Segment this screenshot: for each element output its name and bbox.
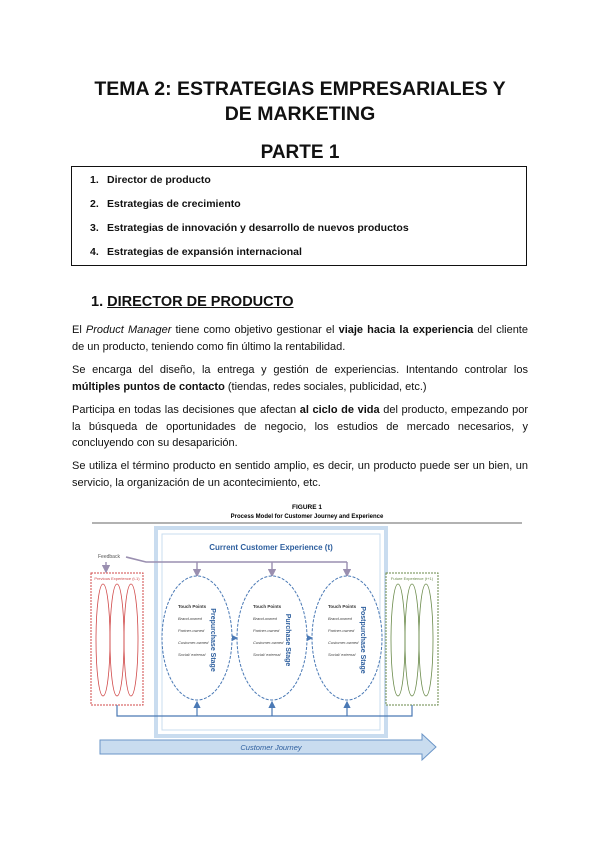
paragraph-product-definition: Se utiliza el término producto en sentido amplio, es decir, un producto puede ser un bien, un servicio, la organización de un acontecimiento, etc.	[72, 460, 528, 489]
toc-item-number: 4.	[90, 246, 99, 258]
stage-label: Postpurchase Stage	[359, 606, 366, 674]
current-experience-title: Current Customer Experience (t)	[209, 543, 333, 552]
text-run: del producto, empezando por la búsqueda de oportunidades de negocio, los estudios de mercado necesarios, y concluyendo con su desaparición.	[72, 404, 528, 449]
text-run-italic: Product Manager	[85, 324, 172, 336]
touch-item: Brand-owned	[328, 616, 352, 621]
touch-item: Partner-owned	[253, 628, 280, 633]
text-run: del cliente de un producto, teniendo como fin último la rentabilidad.	[72, 324, 528, 353]
stage-purchase	[237, 576, 307, 700]
toc-item	[90, 198, 241, 210]
section-heading-text: DIRECTOR DE PRODUCTO	[107, 294, 294, 310]
customer-journey-figure	[86, 500, 528, 772]
toc-item	[90, 174, 211, 186]
paragraph-experiences	[72, 362, 528, 395]
document-title-line2: DE MARKETING	[224, 103, 376, 125]
touch-points-label: Touch Points	[253, 604, 282, 609]
stage-prepurchase	[162, 576, 232, 700]
toc-item-label: Director de producto	[107, 174, 211, 186]
toc-item-label: Estrategias de crecimiento	[107, 198, 241, 210]
section-heading	[91, 294, 294, 310]
stage-postpurchase	[312, 576, 382, 700]
stage-ellipse	[237, 576, 307, 700]
touch-item: Social/ external	[253, 652, 281, 657]
text-run: tiene como objetivo gestionar el	[171, 324, 339, 336]
stage-ellipse	[312, 576, 382, 700]
paragraph-lifecycle	[72, 402, 528, 452]
touch-points-label: Touch Points	[328, 604, 357, 609]
text-run: (tiendas, redes sociales, publicidad, etc.)	[224, 380, 427, 393]
touch-item: Social/ external	[328, 652, 356, 657]
figure-caption: Process Model for Customer Journey and Experience	[230, 514, 384, 520]
touch-item: Brand-owned	[253, 616, 277, 621]
figure-label: FIGURE 1	[292, 504, 322, 511]
text-run-bold: múltiples puntos de contacto	[72, 380, 225, 393]
toc-item-number: 3.	[90, 222, 99, 234]
part-title: PARTE 1	[260, 142, 340, 163]
text-run: Se encarga del diseño, la entrega y gestión de experiencias. Intentando controlar los	[72, 364, 528, 376]
toc-item-number: 1.	[90, 174, 99, 186]
touch-item: Partner-owned	[178, 628, 205, 633]
touch-item: Partner-owned	[328, 628, 355, 633]
text-run-bold: al ciclo de vida	[299, 404, 380, 416]
previous-experience-title: Previous Experience (t-1)	[94, 576, 140, 581]
text-run-bold: viaje hacia la experiencia	[338, 324, 474, 336]
stage-label: Prepurchase Stage	[209, 608, 216, 672]
text-run: El	[72, 324, 86, 336]
future-experience-title: Future Experience (t+1)	[390, 576, 434, 581]
toc-item-number: 2.	[90, 198, 99, 210]
toc-item-label: Estrategias de innovación y desarrollo de nuevos productos	[107, 222, 409, 234]
touch-item: Customer-owned	[178, 640, 209, 645]
text-run: Participa en todas las decisiones que afectan	[72, 404, 300, 416]
stage-label: Purchase Stage	[284, 613, 291, 667]
section-number: 1.	[91, 294, 104, 310]
table-of-contents	[71, 166, 527, 266]
feedback-label: Feedback	[98, 554, 120, 560]
toc-item-label: Estrategias de expansión internacional	[107, 246, 302, 258]
toc-item	[90, 222, 409, 234]
touch-item: Social/ external	[178, 652, 206, 657]
customer-journey-label: Customer Journey	[240, 743, 302, 752]
toc-item	[90, 246, 302, 258]
document-title-line1: TEMA 2: ESTRATEGIAS EMPRESARIALES Y	[94, 78, 506, 100]
touch-item: Brand-owned	[178, 616, 202, 621]
stage-ellipse	[162, 576, 232, 700]
paragraph-product-manager	[72, 322, 528, 355]
touch-points-label: Touch Points	[178, 604, 207, 609]
touch-item: Customer-owned	[328, 640, 359, 645]
touch-item: Customer-owned	[253, 640, 284, 645]
